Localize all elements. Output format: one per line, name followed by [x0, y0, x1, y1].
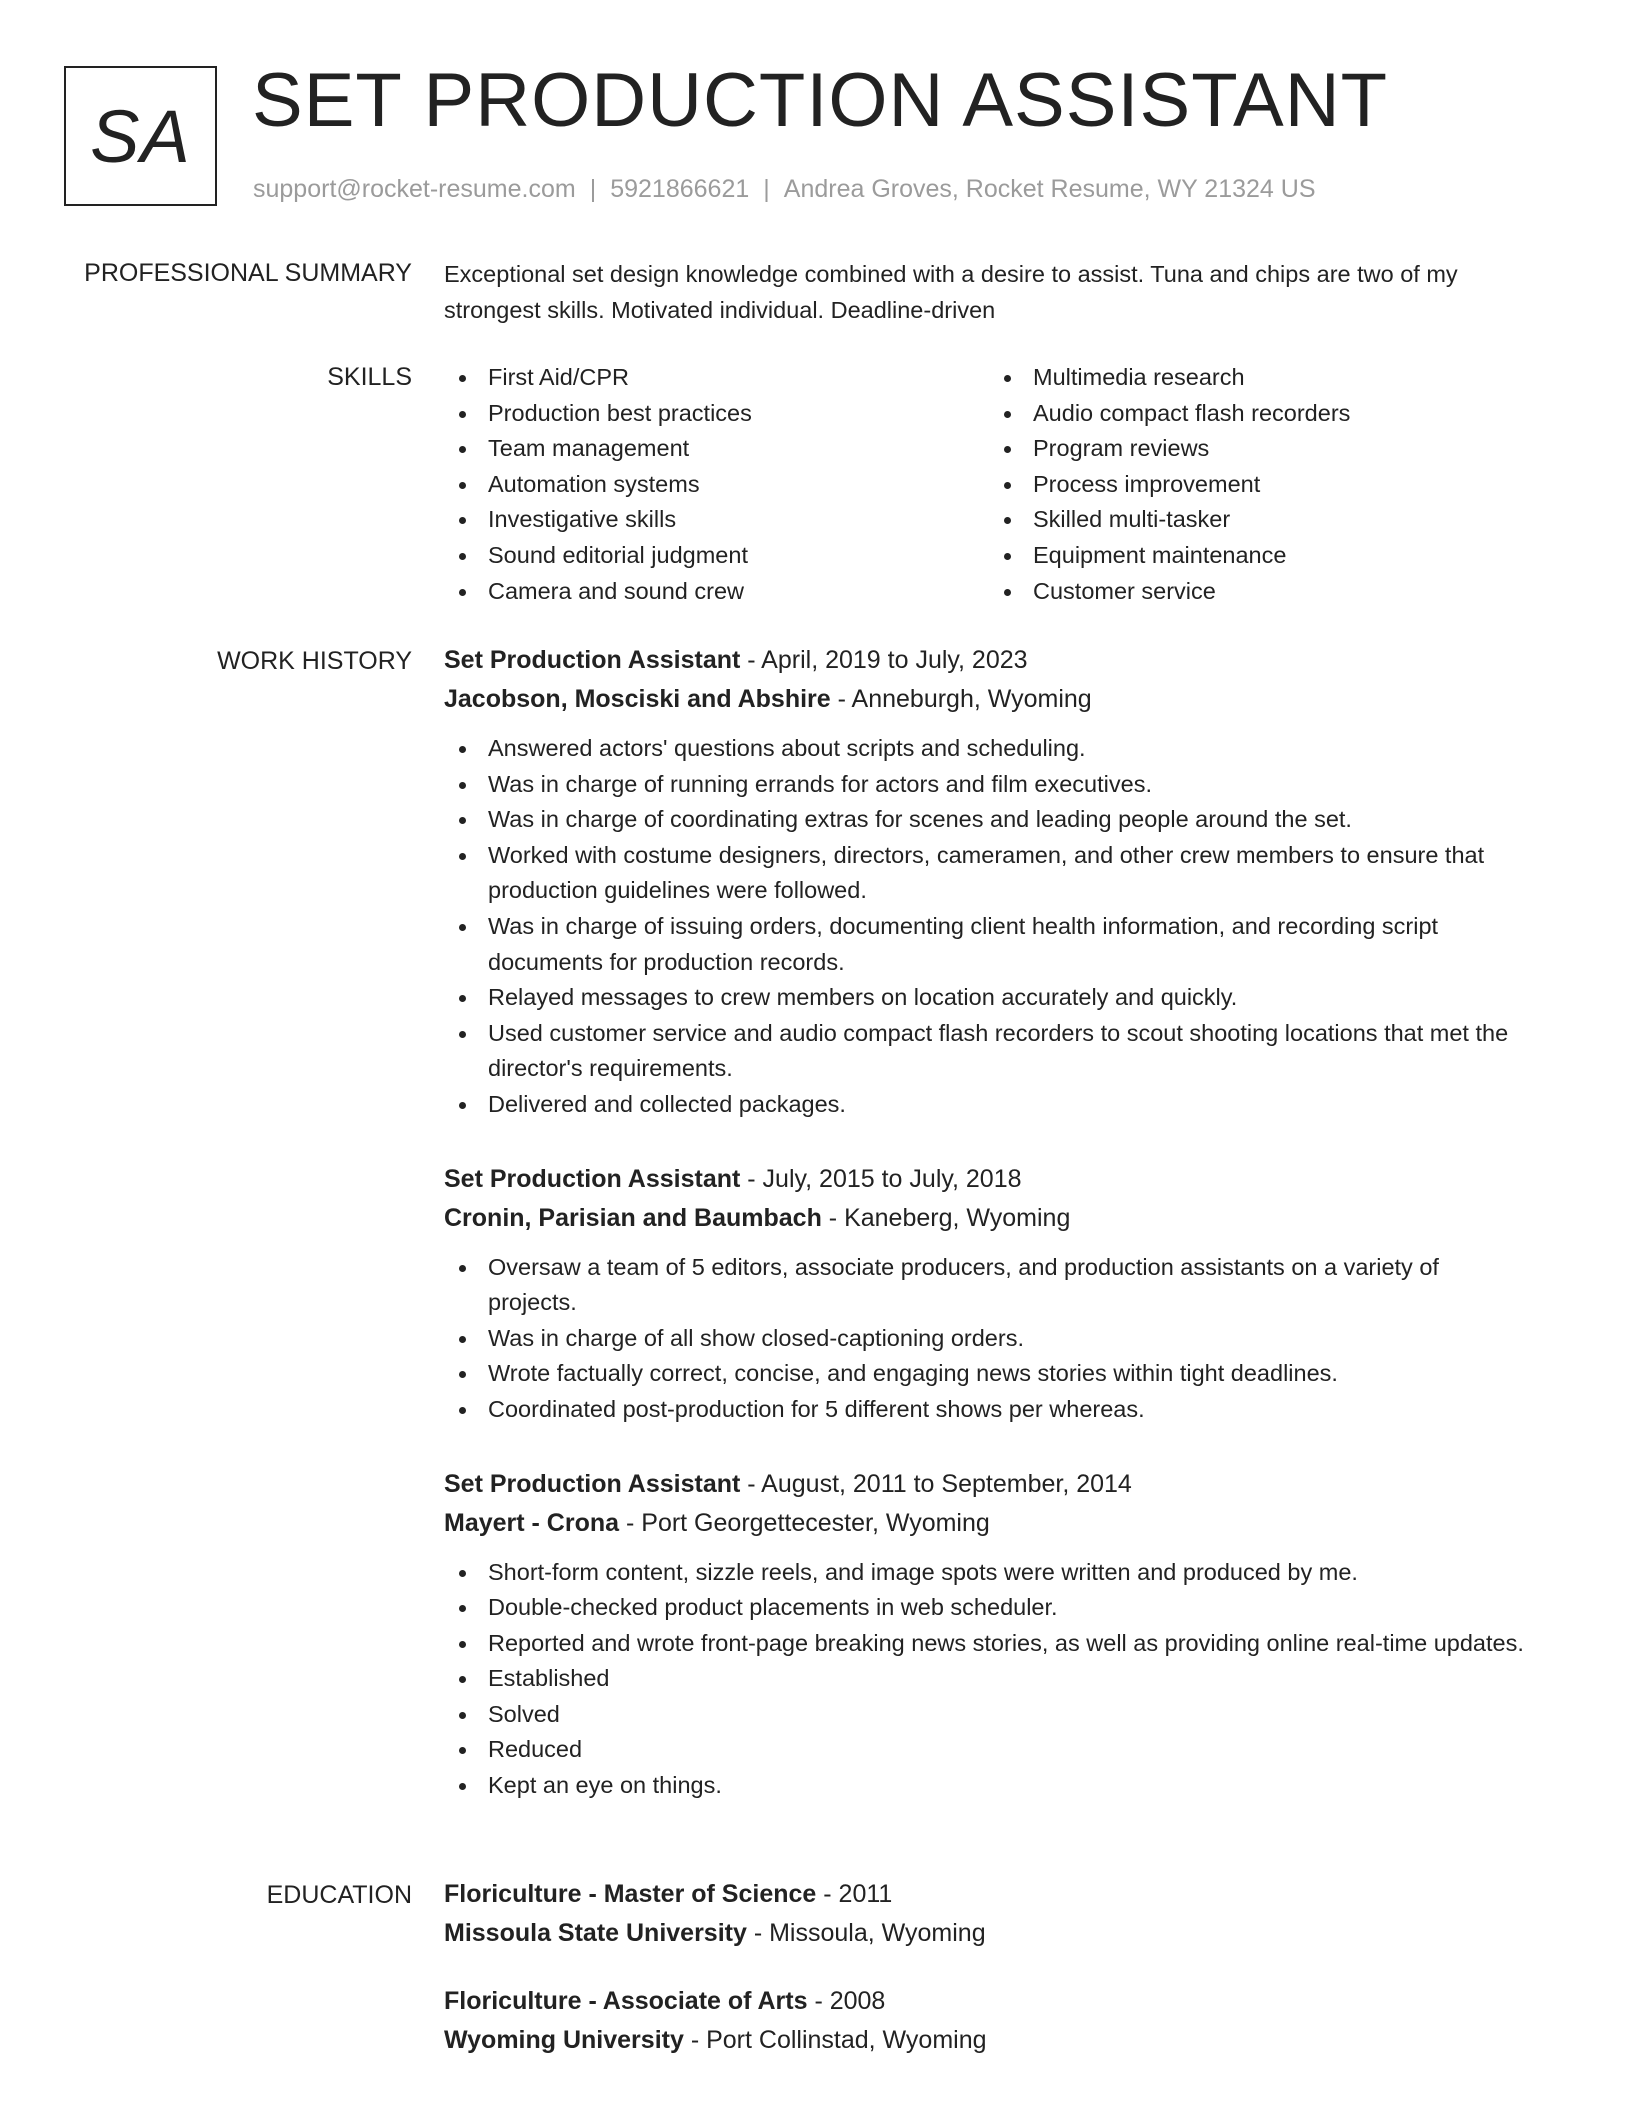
- skill-item: Automation systems: [444, 467, 989, 503]
- education-school-line: [444, 1914, 1534, 1953]
- skill-item: Multimedia research: [989, 360, 1534, 396]
- skill-item: Audio compact flash recorders: [989, 396, 1534, 432]
- contact-line: [253, 172, 1316, 206]
- job-bullet: Was in charge of issuing orders, documenting client health information, and recording script documents for production records.: [444, 909, 1534, 980]
- job-bullets: [444, 1250, 1534, 1428]
- job-bullet: Double-checked product placements in web scheduler.: [444, 1590, 1534, 1626]
- contact-separator: |: [589, 175, 597, 203]
- job-company: Jacobson, Mosciski and Abshire: [444, 685, 831, 713]
- skill-item: Equipment maintenance: [989, 538, 1534, 574]
- job-entry: [444, 1160, 1534, 1428]
- job-title: Set Production Assistant: [444, 1469, 741, 1498]
- skills-list-left: [444, 360, 989, 609]
- job-location: - Anneburgh, Wyoming: [830, 685, 1092, 713]
- job-bullet: Was in charge of coordinating extras for scenes and leading people around the set.: [444, 802, 1534, 838]
- skills-columns: [444, 360, 1534, 609]
- job-bullet: Was in charge of running errands for actors and film executives.: [444, 767, 1534, 803]
- job-bullet: Short-form content, sizzle reels, and image spots were written and produced by me.: [444, 1555, 1534, 1591]
- job-company-line: [444, 1199, 1534, 1238]
- section-label-skills: SKILLS: [327, 363, 412, 391]
- skills-list-right: [989, 360, 1534, 609]
- work-history-section: [444, 641, 1534, 1804]
- job-title: Set Production Assistant: [444, 1164, 741, 1193]
- education-year: - 2011: [816, 1880, 893, 1908]
- job-dates: - April, 2019 to July, 2023: [740, 646, 1028, 674]
- skill-item: Team management: [444, 431, 989, 467]
- education-location: - Missoula, Wyoming: [746, 1919, 986, 1947]
- education-entry: [444, 1982, 1534, 2060]
- skill-item: Sound editorial judgment: [444, 538, 989, 574]
- job-bullet: Relayed messages to crew members on location accurately and quickly.: [444, 980, 1534, 1016]
- job-company: Cronin, Parisian and Baumbach: [444, 1203, 822, 1232]
- job-entry: [444, 1465, 1534, 1804]
- skill-item: Program reviews: [989, 431, 1534, 467]
- job-bullet: Used customer service and audio compact flash recorders to scout shooting locations that met the director's requirements.: [444, 1016, 1534, 1087]
- education-degree: Floriculture - Master of Science: [444, 1880, 817, 1908]
- skill-item: First Aid/CPR: [444, 360, 989, 396]
- education-year: - 2008: [807, 1987, 886, 2015]
- job-dates: - July, 2015 to July, 2018: [740, 1164, 1022, 1193]
- education-school-line: [444, 2021, 1534, 2060]
- education-degree: Floriculture - Associate of Arts: [444, 1987, 808, 2015]
- job-bullet: Worked with costume designers, directors, cameramen, and other crew members to ensure that production guidelines were followed.: [444, 838, 1534, 909]
- education-entry: [444, 1875, 1534, 1953]
- job-bullet: Established: [444, 1661, 1534, 1697]
- section-label-summary: PROFESSIONAL SUMMARY: [84, 259, 412, 287]
- summary-section: [444, 257, 1534, 328]
- monogram-initials: SA: [90, 94, 191, 178]
- job-bullets: [444, 731, 1534, 1123]
- job-location: - Kaneberg, Wyoming: [821, 1203, 1071, 1232]
- job-title-line: [444, 641, 1534, 680]
- section-label-work-history: WORK HISTORY: [217, 647, 412, 675]
- job-bullet: Coordinated post-production for 5 different shows per whereas.: [444, 1392, 1534, 1428]
- job-title-line: [444, 1465, 1534, 1504]
- job-bullet: Kept an eye on things.: [444, 1768, 1534, 1804]
- job-bullet: Answered actors' questions about scripts and scheduling.: [444, 731, 1534, 767]
- job-company-line: [444, 680, 1534, 719]
- skill-item: Investigative skills: [444, 502, 989, 538]
- job-company: Mayert - Crona: [444, 1508, 620, 1537]
- job-title-line: [444, 1160, 1534, 1199]
- summary-text: Exceptional set design knowledge combined with a desire to assist. Tuna and chips are two of my strongest skills. Motivated individual. Deadline-driven: [444, 261, 1458, 323]
- skill-item: Process improvement: [989, 467, 1534, 503]
- job-entry: [444, 641, 1534, 1123]
- job-bullet: Wrote factually correct, concise, and engaging news stories within tight deadlines.: [444, 1356, 1534, 1392]
- job-bullet: Was in charge of all show closed-captioning orders.: [444, 1321, 1534, 1357]
- skill-item: Production best practices: [444, 396, 989, 432]
- monogram-box: [64, 66, 217, 206]
- job-title: Set Production Assistant: [444, 646, 741, 674]
- skill-item: Customer service: [989, 574, 1534, 610]
- contact-address: Andrea Groves, Rocket Resume, WY 21324 US: [783, 175, 1316, 203]
- job-bullet: Delivered and collected packages.: [444, 1087, 1534, 1123]
- education-school: Missoula State University: [444, 1919, 747, 1947]
- contact-email: support@rocket-resume.com: [253, 175, 576, 203]
- skills-section: [444, 360, 1534, 609]
- job-bullet: Reduced: [444, 1732, 1534, 1768]
- job-dates: - August, 2011 to September, 2014: [740, 1469, 1132, 1498]
- education-degree-line: [444, 1875, 1534, 1914]
- job-bullet: Reported and wrote front-page breaking news stories, as well as providing online real-time updates.: [444, 1626, 1534, 1662]
- skill-item: Skilled multi-tasker: [989, 502, 1534, 538]
- job-bullets: [444, 1555, 1534, 1804]
- education-location: - Port Collinstad, Wyoming: [683, 2026, 987, 2054]
- contact-phone: 5921866621: [610, 175, 750, 203]
- job-bullet: Solved: [444, 1697, 1534, 1733]
- education-degree-line: [444, 1982, 1534, 2021]
- skill-item: Camera and sound crew: [444, 574, 989, 610]
- job-bullet: Oversaw a team of 5 editors, associate producers, and production assistants on a variety of projects.: [444, 1250, 1534, 1321]
- education-school: Wyoming University: [444, 2026, 684, 2054]
- contact-separator: |: [763, 175, 770, 203]
- job-company-line: [444, 1504, 1534, 1543]
- job-location: - Port Georgettecester, Wyoming: [619, 1508, 990, 1537]
- section-label-education: EDUCATION: [266, 1881, 412, 1909]
- page-title: SET PRODUCTION ASSISTANT: [252, 58, 1389, 143]
- education-section: [444, 1875, 1534, 2060]
